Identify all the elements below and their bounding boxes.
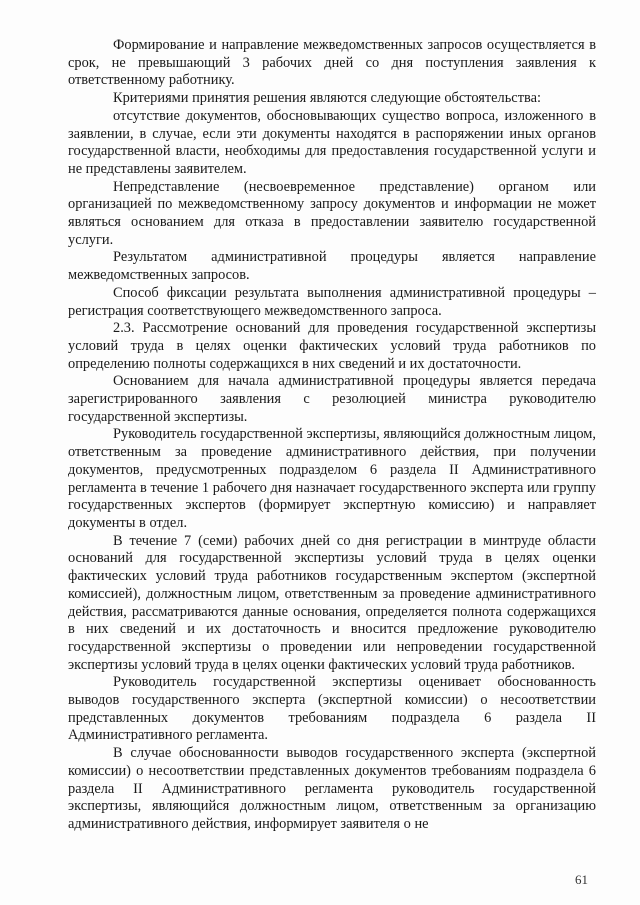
page-number: 61 (575, 872, 588, 887)
paragraph-7: 2.3. Рассмотрение оснований для проведения государственной экспертизы условий труда в целях оценки фактических условий труда работников по определению полноты содержащихся в них сведений и их достаточности. (68, 320, 596, 372)
paragraph-2: Критериями принятия решения являются следующие обстоятельства: (113, 90, 541, 107)
paragraph-8: Основанием для начала административной процедуры является передача зарегистрированного заявления с резолюцией министра руководителю государственной экспертизы. (68, 373, 596, 425)
paragraph-12: В случае обоснованности выводов государственного эксперта (экспертной комиссии) о несоответствии представленных документов требованиям подраздела 6 раздела II Административного регламента руководитель государственной экспертизы, являющийся должностным лицом, ответственным за организацию административного действия, информирует заявителя о не (68, 745, 596, 832)
paragraph-3: отсутствие документов, обосновывающих существо вопроса, изложенного в заявлении, в случае, если эти документы находятся в распоряжении иных органов государственной власти, необходимы для предоставления государственной услуги и не представлены заявителем. (68, 107, 596, 177)
paragraph-9: Руководитель государственной экспертизы, являющийся должностным лицом, ответственным за проведение административного действия, при получении документов, предусмотренных подразделом 6 раздела II Административного регламента в течение 1 рабочего дня назначает государственного эксперта или группу государственных экспертов (формирует экспертную комиссию) и направляет документы в отдел. (68, 426, 596, 531)
paragraph-5: Результатом административной процедуры является направление межведомственных запросов. (68, 249, 596, 284)
paragraph-11: Руководитель государственной экспертизы оценивает обоснованность выводов государственного эксперта (экспертной комиссии) о несоответствии представленных документов требованиям подраздела 6 раздела II Административного регламента. (68, 674, 596, 744)
paragraph-6: Способ фиксации результата выполнения административной процедуры – регистрация соответствующего межведомственного запроса. (68, 284, 596, 319)
paragraph-10: В течение 7 (семи) рабочих дней со дня регистрации в минтруде области оснований для государственной экспертизы условий труда в целях оценки фактических условий труда работников государственным экспертом (экспертной комиссией), должностным лицом, ответственным за проведение административного действия, рассматриваются данные основания, определяется полнота содержащихся в них сведений и их достаточность и вносится предложение руководителю государственной экспертизы о проведении или непроведении государственной экспертизы условий труда в целях оценки фактических условий труда работников. (68, 532, 596, 673)
document-body (68, 37, 596, 834)
paragraph-1: Формирование и направление межведомственных запросов осуществляется в срок, не превышающий 3 рабочих дней со дня поступления заявления к ответственному работнику. (68, 37, 596, 89)
paragraph-4: Непредставление (несвоевременное представление) органом или организацией по межведомственному запросу документов и информации не может являться основанием для отказа в предоставлении заявителю государственной услуги. (68, 178, 596, 248)
